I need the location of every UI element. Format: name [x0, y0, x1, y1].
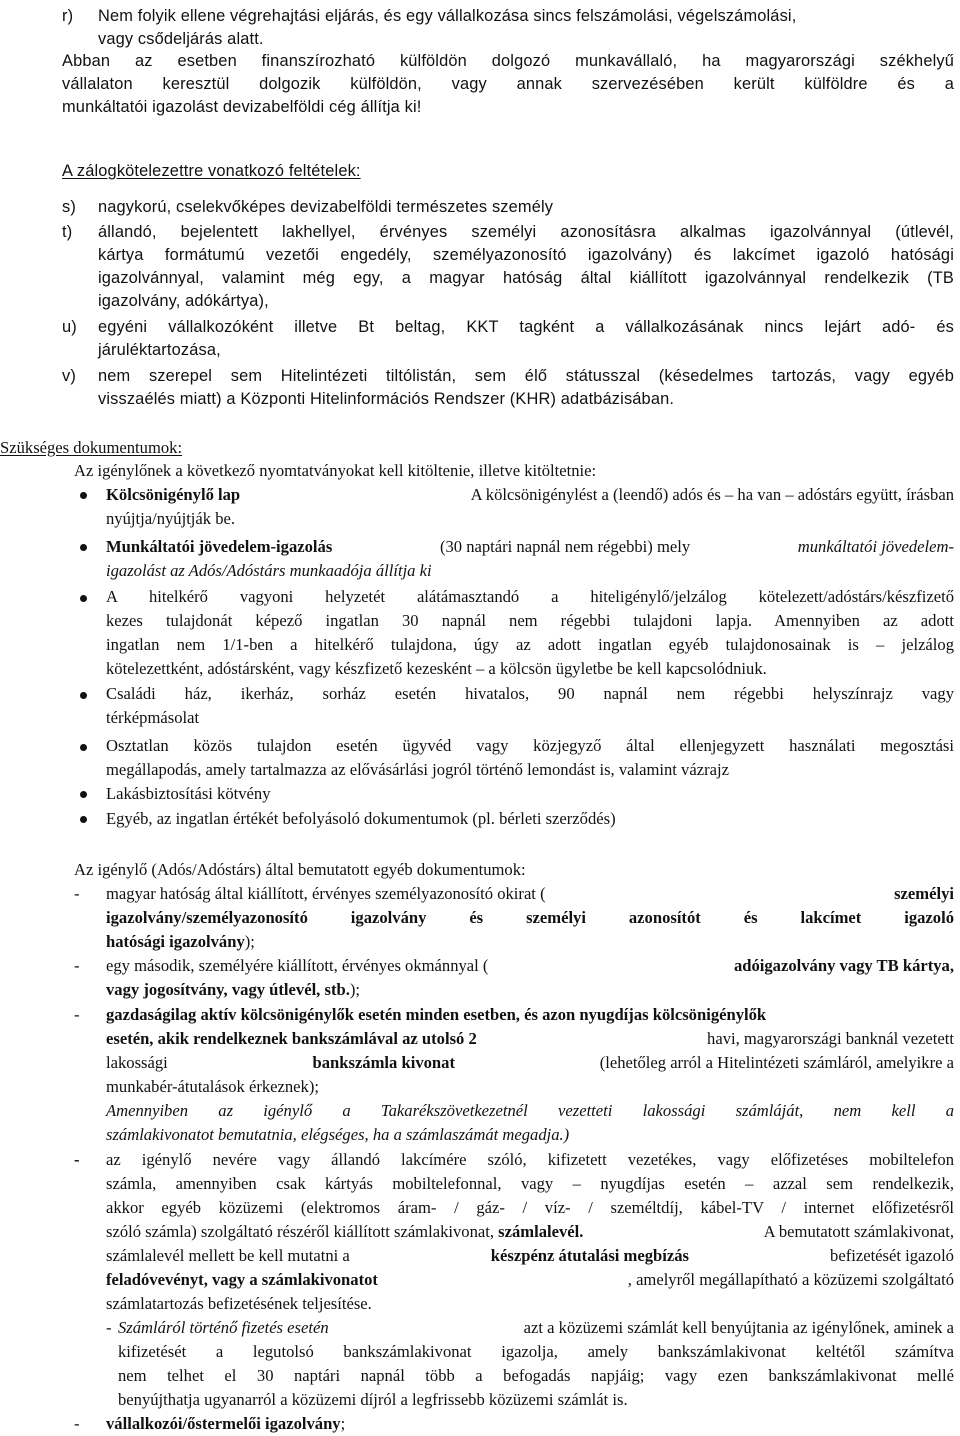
abroad-line3: munkáltatói igazolást devizabelföldi cég állítja ki! — [62, 98, 422, 116]
bullet5-line1: Osztatlan közös tulajdon esetén ügyvéd vagy közjegyző által ellenjegyzett használati megosztási — [106, 736, 954, 755]
bullet-marker — [80, 816, 87, 823]
bullet3-line1: A hitelkérő vagyoni helyzetét alátámasztandó a hiteligénylő/jelzálog kötelezett/adóstárs/készfizető — [106, 587, 954, 606]
bullet1-line1 — [106, 487, 954, 504]
item-s-text: nagykorú, cselekvőképes devizabelföldi természetes személy — [98, 198, 554, 216]
d3-line1: gazdaságilag aktív kölcsönigénylők esetén minden esetben, és azon nyugdíjas kölcsönigénylők — [106, 1005, 767, 1024]
d3-line2 — [106, 1031, 954, 1048]
d4-sub-italic: Számláról történő fizetés esetén — [118, 1318, 329, 1337]
bullet3-line4: kötelezettként, adóstársként, vagy készfizető kezesként – a kölcsön ügyletbe be kell kapcsolódniuk. — [106, 659, 767, 678]
d5-bold: vállalkozói/őstermelői igazolvány — [106, 1414, 341, 1433]
item-label-u: u) — [62, 318, 77, 336]
bullet6-line1: Lakásbiztosítási kötvény — [106, 784, 271, 803]
bullet1-line2: nyújtja/nyújtják be. — [106, 509, 236, 528]
dash-marker: - — [74, 1150, 80, 1169]
abroad-line1: Abban az esetben finanszírozható külföldön dolgozó munkavállaló, ha magyarországi székhelyű — [62, 52, 954, 70]
d4-line2: számla, amennyiben csak kártyás mobiltelefonnal, vagy – nyugdíjas esetén – azzal sem rendelkezik, — [106, 1174, 954, 1193]
item-t-line4: igazolvány, adókártya), — [98, 292, 269, 310]
bullet-marker — [80, 744, 87, 751]
d2-line2-bold: vagy jogosítvány, vagy útlevél, stb. — [106, 980, 350, 999]
d3-note2: számlakivonatot bemutatnia, elégséges, ha a számlaszámát megadja.) — [106, 1125, 570, 1144]
dash-marker: - — [74, 1005, 80, 1024]
d3-line3-bold: bankszámla kivonat — [312, 1053, 455, 1072]
d2-line1 — [106, 958, 954, 975]
d4-line4-plain: szóló számla) szolgáltató részéről kiállított számlakivonat, — [106, 1222, 494, 1241]
d2-plain: egy második, személyére kiállított, érvényes okmánnyal ( — [106, 956, 489, 975]
bullet2-italic: munkáltatói jövedelem- — [797, 537, 954, 556]
d4-line4-bold: számlalevél. — [498, 1222, 584, 1241]
bullet-marker — [80, 692, 87, 699]
d4-line5-bold: készpénz átutalási megbízás — [490, 1246, 689, 1265]
d5-tail: ; — [340, 1414, 346, 1433]
d3-line2-plain: havi, magyarországi banknál vezetett — [707, 1029, 954, 1048]
sub-dash-marker: - — [106, 1318, 112, 1337]
d2-line2-plain: ); — [349, 980, 360, 999]
item-label-r: r) — [62, 7, 74, 25]
d4-sub-line2: kifizetését a legutolsó bankszámlakivonat igazolja, amely bankszámlakivonat keltétől számítva — [118, 1342, 954, 1361]
bullet2-bold: Munkáltatói jövedelem-igazolás — [106, 537, 333, 556]
d4-sub-rest: azt a közüzemi számlát kell benyújtania az igénylőnek, aminek a — [523, 1318, 954, 1337]
bullet5-line2: megállapodás, amely tartalmazza az elővásárlási jogról történő lemondást is, valamint vázrajz — [106, 760, 729, 779]
bullet-marker — [80, 492, 87, 499]
dash-marker: - — [74, 884, 80, 903]
bullet1-bold: Kölcsönigénylő lap — [106, 485, 241, 504]
d4-line1: az igénylő nevére vagy állandó lakcímére szóló, kifizetett vezetékes, vagy előfizetéses mobiltelefon — [106, 1150, 954, 1169]
d4-sub-line1 — [118, 1320, 954, 1337]
bullet3-line2: kezes tulajdonát képező ingatlan 30 napnál nem régebbi tulajdoni lapja. Amennyiben az adott — [106, 611, 954, 630]
d4-line5-plain: számlalevél mellett be kell mutatni a — [106, 1246, 350, 1265]
item-v-line2: visszaélés miatt) a Központi Hitelinformációs Rendszer (KHR) adatbázisában. — [98, 390, 675, 408]
d2-line2 — [106, 982, 360, 999]
bullet2-line2: igazolást az Adós/Adóstárs munkaadója állítja ki — [106, 561, 432, 580]
bullet1-rest: A kölcsönigénylést a (leendő) adós és – ha van – adóstárs együtt, írásban — [470, 485, 954, 504]
bullet2-line1 — [106, 539, 954, 556]
d2-bold: adóigazolvány vagy TB kártya, — [733, 956, 954, 975]
d3-line2-bold: esetén, akik rendelkeznek bankszámlával az utolsó 2 — [106, 1029, 477, 1048]
d3-line3 — [106, 1055, 954, 1072]
d4-line5-tail: befizetését igazoló — [830, 1246, 954, 1265]
d3-line3-plain-b: (lehetőleg arról a Hitelintézeti számláról, amelyikre a — [599, 1053, 954, 1072]
d4-line6-bold: feladóvevényt, vagy a számlakivonatot — [106, 1270, 378, 1289]
dash-marker: - — [74, 956, 80, 975]
d4-line5 — [106, 1248, 954, 1265]
item-t-line2: kártya formátumú vezetői engedély, személyazonosító igazolvány) és lakcímet igazoló hatósági — [98, 246, 954, 264]
bullet-marker — [80, 791, 87, 798]
d4-line6-tail: , amelyről megállapítható a közüzemi szolgáltató — [627, 1270, 954, 1289]
bullet3-line3: ingatlan nem 1/1-ben a hitelkérő tulajdona, úgy az adott ingatlan egyéb tulajdonosainak is – jelzálog — [106, 635, 954, 654]
bullet7-line1: Egyéb, az ingatlan értékét befolyásoló dokumentumok (pl. bérleti szerződés) — [106, 809, 616, 828]
pledge-heading: A zálogkötelezettre vonatkozó feltételek: — [62, 162, 361, 180]
d1-line3-bold: hatósági igazolvány — [106, 932, 245, 951]
item-label-s: s) — [62, 198, 76, 216]
abroad-line2: vállalaton keresztül dolgozik külföldön, vagy annak szervezésében került külföldre és a — [62, 75, 954, 93]
item-t-line3: igazolvánnyal, valamint még egy, a magyar hatóság által kiállított igazolvánnyal rendelkezik (TB — [98, 269, 954, 287]
d4-line7: számlatartozás befizetésének teljesítése. — [106, 1294, 372, 1313]
d1-line3 — [106, 934, 255, 951]
d4-sub-line4: benyújthatja ugyanarról a közüzemi díjról a legfrissebb közüzemi számlát is. — [118, 1390, 628, 1409]
d4-line3: akkor egyéb közüzemi (elektromos áram- / gáz- / víz- / személtdíj, kábel-TV / internet előfizetésről — [106, 1198, 954, 1217]
bullet4-line1: Családi ház, ikerház, sorház esetén hivatalos, 90 napnál nem régebbi helyszínrajz vagy — [106, 684, 954, 703]
dash-marker: - — [74, 1414, 80, 1433]
documents-intro: Az igénylőnek a következő nyomtatványokat kell kitöltenie, illetve kitöltetnie: — [74, 461, 597, 480]
d4-line4-tail: A bemutatott számlakivonat, — [763, 1222, 954, 1241]
d3-note1: Amennyiben az igénylő a Takarékszövetkezetnél vezetteti lakossági számláját, nem kell a — [106, 1101, 954, 1120]
item-label-t: t) — [62, 223, 73, 241]
bullet4-line2: térképmásolat — [106, 708, 200, 727]
item-r-line2: vagy csődeljárás alatt. — [98, 30, 264, 48]
bullet2-rest: (30 naptári napnál nem régebbi) mely — [439, 537, 691, 556]
d1-bold: személyi — [894, 884, 954, 903]
item-label-v: v) — [62, 367, 76, 385]
d3-line3-plain-a: lakossági — [106, 1053, 168, 1072]
item-u-line1: egyéni vállalkozóként illetve Bt beltag, KKT tagként a vállalkozásának nincs lejárt adó- és — [98, 318, 954, 336]
d3-line4: munkabér-átutalások érkeznek); — [106, 1077, 319, 1096]
item-v-line1: nem szerepel sem Hitelintézeti tiltólistán, sem élő státusszal (késedelmes tartozás, vagy egyéb — [98, 367, 954, 385]
item-r-text: Nem folyik ellene végrehajtási eljárás, és egy vállalkozása sincs felszámolási, végelszámolási, — [98, 7, 797, 25]
d1-line2: igazolvány/személyazonosító igazolvány és személyi azonosítót és lakcímet igazoló — [106, 908, 954, 927]
d1-line1 — [106, 886, 954, 903]
d1-plain: magyar hatóság által kiállított, érvényes személyazonosító okirat ( — [106, 884, 546, 903]
d5-line1 — [106, 1416, 345, 1433]
item-t-line1: állandó, bejelentett lakhellyel, érvényes személyi azonosításra alkalmas igazolvánnyal (útlevél, — [98, 223, 954, 241]
d4-line4 — [106, 1224, 954, 1241]
d1-line3-plain: ); — [244, 932, 255, 951]
other-docs-heading: Az igénylő (Adós/Adóstárs) által bemutatott egyéb dokumentumok: — [74, 860, 526, 879]
d4-sub-line3: nem telhet el 30 naptári napnál több a befogadás napjáig; vagy ezen bankszámlakivonat mellé — [118, 1366, 954, 1385]
documents-heading: Szükséges dokumentumok: — [0, 438, 183, 457]
item-u-line2: járuléktartozása, — [98, 341, 221, 359]
d4-line6 — [106, 1272, 954, 1289]
item-r-line1 — [98, 8, 954, 24]
bullet-marker — [80, 544, 87, 551]
bullet-marker — [80, 595, 87, 602]
